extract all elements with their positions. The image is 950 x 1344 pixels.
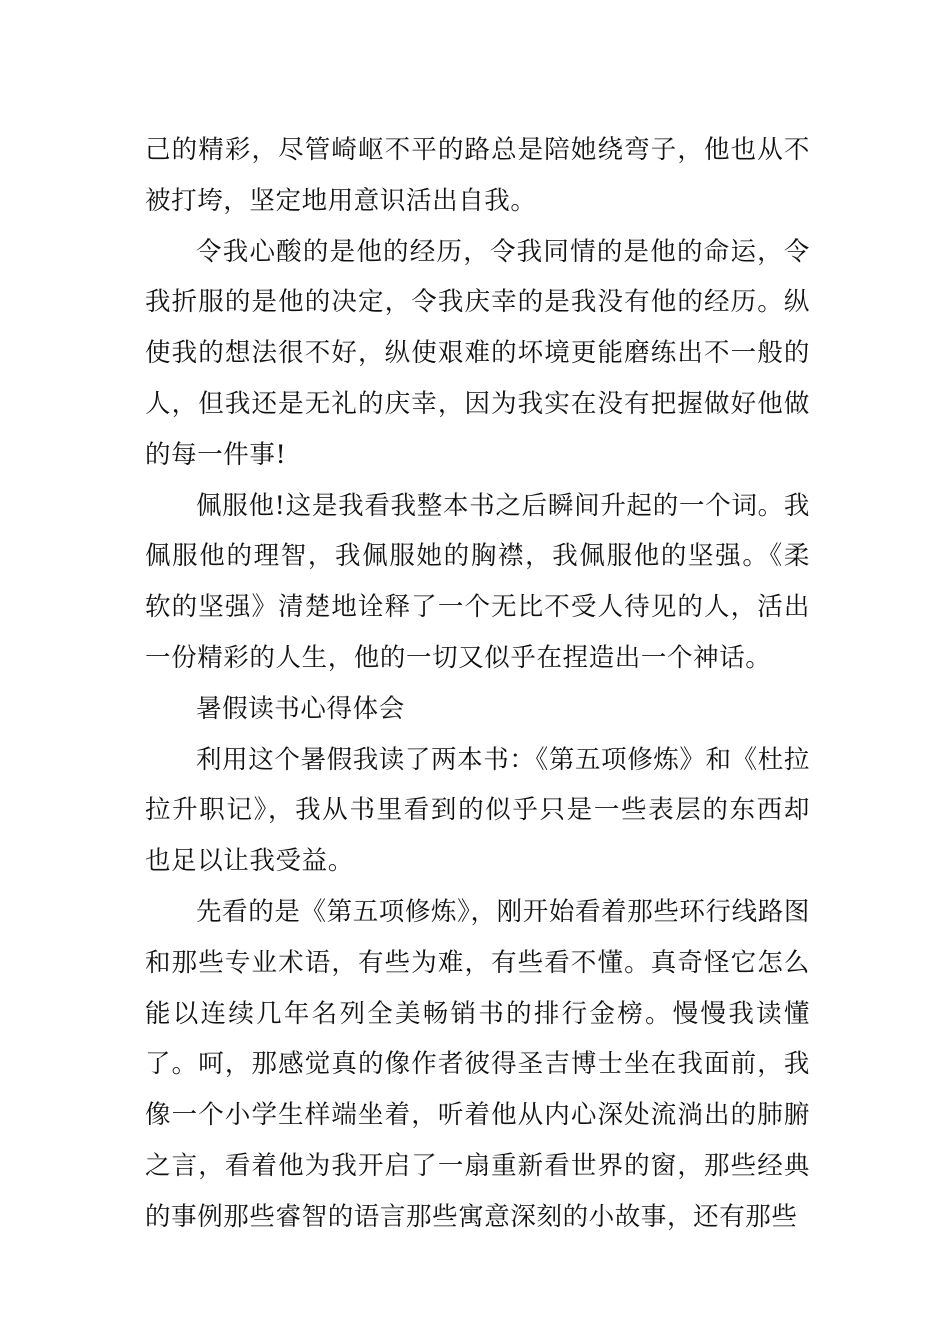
paragraph-admiration: 佩服他!这是我看我整本书之后瞬间升起的一个词。我佩服他的理智，我佩服她的胸襟，我佩服他的坚强。《柔软的坚强》清楚地诠释了一个无比不受人待见的人，活出一份精彩的人生，他的一切又似乎在捏造出一个神话。	[145, 490, 810, 673]
paragraph-sympathy: 令我心酸的是他的经历，令我同情的是他的命运，令我折服的是他的决定，令我庆幸的是我没有他的经历。纵使我的想法很不好，纵使艰难的坏境更能磨练出不一般的人，但我还是无礼的庆幸，因为我实在没有把握做好他做的每一件事!	[145, 236, 810, 470]
section-heading: 暑假读书心得体会	[196, 693, 405, 724]
paragraph-fifth-discipline: 先看的是《第五项修炼》，刚开始看着那些环行线路图和那些专业术语，有些为难，有些看不懂。真奇怪它怎么能以连续几年名列全美畅销书的排行金榜。慢慢我读懂了。呵，那感觉真的像作者彼得圣吉博士坐在我面前，我像一个小学生样端坐着，听着他从内心深处流淌出的肺腑之言，看着他为我开启了一扇重新看世界的窗，那些经典的事例那些睿智的语言那些寓意深刻的小故事，还有那些	[145, 896, 810, 1232]
paragraph-continuation: 己的精彩，尽管崎岖不平的路总是陪她绕弯子，他也从不被打垮，坚定地用意识活出自我。	[145, 135, 810, 216]
document-page	[145, 125, 810, 1243]
paragraph-summer-books: 利用这个暑假我读了两本书：《第五项修炼》和《杜拉拉升职记》，我从书里看到的似乎只是一些表层的东西却也足以让我受益。	[145, 744, 810, 877]
